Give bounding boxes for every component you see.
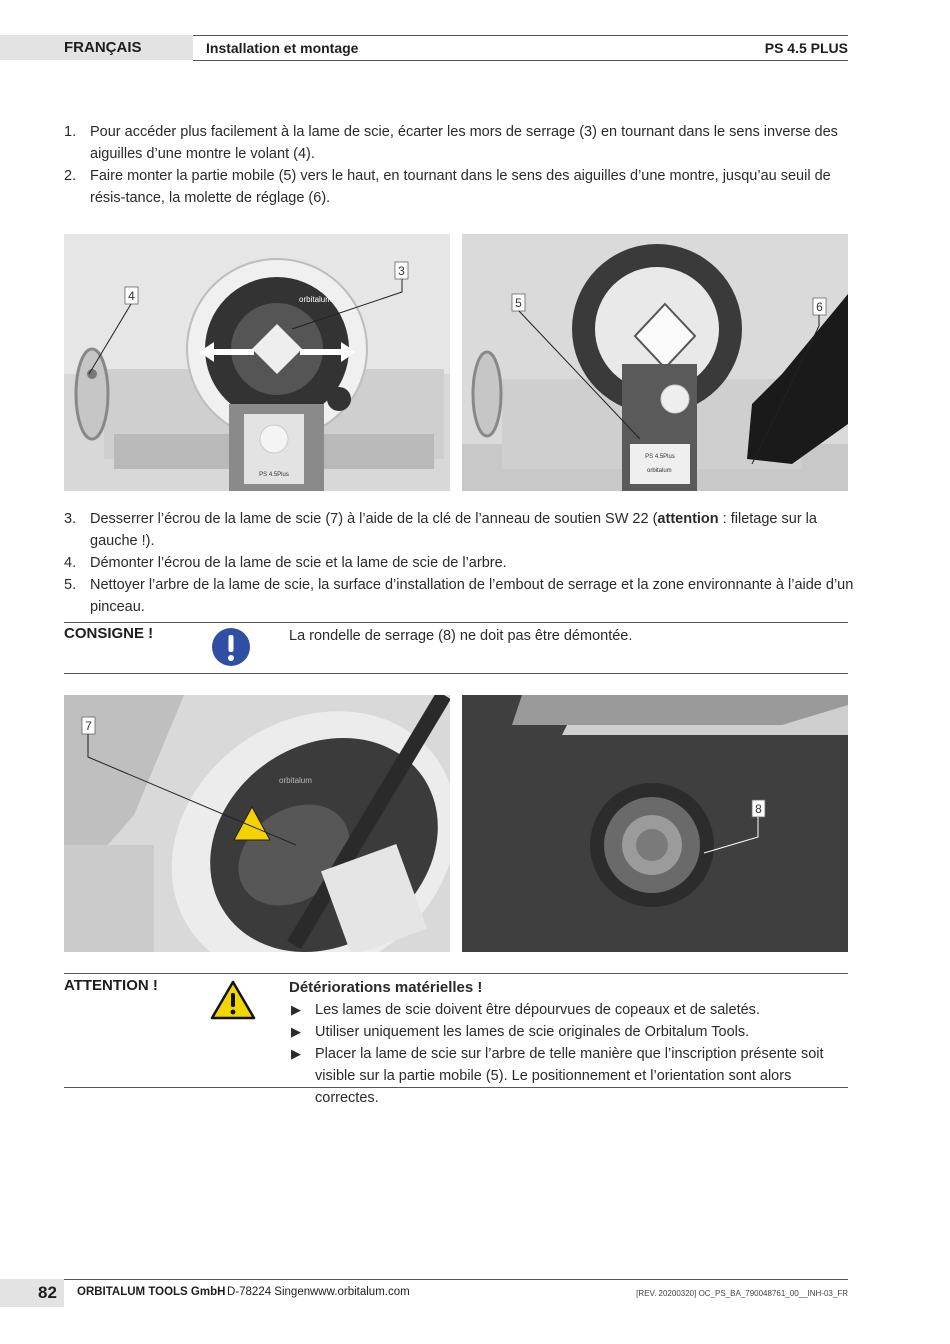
photo1-callout-3: 3 <box>398 264 405 278</box>
attention-bullet <box>289 999 849 1021</box>
step-text: Démonter l’écrou de la lame de scie et la lame de scie de l’arbre. <box>90 555 507 571</box>
bullet-text: Les lames de scie doivent être dépourvues de copeaux et de saletés. <box>315 1002 760 1018</box>
header-rule-top <box>193 35 848 36</box>
bullet-text: Utiliser uniquement les lames de scie originales de Orbitalum Tools. <box>315 1024 750 1040</box>
photo2-callout-6: 6 <box>816 300 823 314</box>
consigne-rule-top <box>64 622 848 623</box>
bullet-arrow-icon: ▶ <box>291 1002 301 1017</box>
footer-website: www.orbitalum.com <box>310 1286 410 1298</box>
step-text-bold: attention <box>657 511 719 527</box>
attention-bullet <box>289 1021 849 1043</box>
step-item <box>64 508 854 552</box>
attention-rule-top <box>64 973 848 974</box>
step-number: 3. <box>64 511 77 527</box>
photo3-callout-7: 7 <box>85 719 92 733</box>
bullet-arrow-icon: ▶ <box>291 1024 301 1039</box>
footer-company: ORBITALUM TOOLS GmbH <box>77 1286 226 1298</box>
photo-mobile-part <box>462 234 848 491</box>
bullet-arrow-icon: ▶ <box>291 1046 301 1061</box>
steps-list-middle <box>64 508 854 618</box>
step-text-pre: Desserrer l’écrou de la lame de scie (7) à l’aide de la clé de l’anneau de soutien SW 22 ( <box>90 511 658 527</box>
photo-clamping-washer <box>462 695 848 952</box>
photo2-brand: orbitalum <box>647 468 672 474</box>
photo2-model-label: PS 4.5Plus <box>645 454 675 460</box>
bullet-text: Placer la lame de scie sur l’arbre de telle manière que l’inscription présente soit visible sur la partie mobile (5). Le positionnement et l’orientation sont alors correctes. <box>315 1046 824 1106</box>
page-number: 82 <box>38 1283 57 1302</box>
step-text-post: : filetage sur la gauche !). <box>90 511 817 549</box>
step-item <box>64 165 854 209</box>
step-text: Nettoyer l’arbre de la lame de scie, la surface d’installation de l’embout de serrage et la zone environnante à l’aide d’un pinceau. <box>90 577 854 615</box>
step-number: 2. <box>64 168 77 184</box>
step-item <box>64 121 854 165</box>
photo-clamping-jaws <box>64 234 450 491</box>
footer-address: D-78224 Singen <box>227 1286 311 1298</box>
consigne-title: CONSIGNE ! <box>64 625 154 642</box>
step-text: Faire monter la partie mobile (5) vers le haut, en tournant dans le sens des aiguilles d’une montre, jusqu’au seuil de résis-tance, la molette de réglage (6). <box>90 168 831 206</box>
step-number: 1. <box>64 124 77 140</box>
photo2-callout-5: 5 <box>515 296 522 310</box>
steps-list-top <box>64 121 854 209</box>
photo3-brand: orbitalum <box>279 776 312 785</box>
attention-body <box>289 977 849 1109</box>
header-product-name: PS 4.5 PLUS <box>764 40 848 56</box>
footer-rule <box>64 1279 848 1280</box>
photo1-brand: orbitalum <box>299 295 332 304</box>
info-icon <box>211 627 251 672</box>
header-section-title: Installation et montage <box>206 40 359 56</box>
step-text: Pour accéder plus facilement à la lame de scie, écarter les mors de serrage (3) en tournant dans le sens inverse des aiguilles d’une montre le volant (4). <box>90 124 838 162</box>
step-item <box>64 552 854 574</box>
step-number: 4. <box>64 555 77 571</box>
photo-saw-blade-nut <box>64 695 450 952</box>
attention-bullet <box>289 1043 849 1109</box>
header-rule-bottom <box>193 60 848 61</box>
header-language: FRANÇAIS <box>64 39 142 56</box>
photo1-model-label: PS 4.5Plus <box>259 472 289 478</box>
warning-icon <box>210 980 256 1025</box>
photo4-callout-8: 8 <box>755 802 762 816</box>
attention-rule-bottom <box>64 1087 848 1088</box>
step-number: 5. <box>64 577 77 593</box>
attention-heading: Détériorations matérielles ! <box>289 979 483 996</box>
footer-document-reference: [REV. 20200320] OC_PS_BA_790048761_00__INH-03_FR <box>636 1289 848 1298</box>
consigne-text: La rondelle de serrage (8) ne doit pas être démontée. <box>289 628 633 644</box>
attention-title: ATTENTION ! <box>64 977 158 994</box>
photo1-callout-4: 4 <box>128 289 135 303</box>
consigne-rule-bottom <box>64 673 848 674</box>
step-item <box>64 574 854 618</box>
